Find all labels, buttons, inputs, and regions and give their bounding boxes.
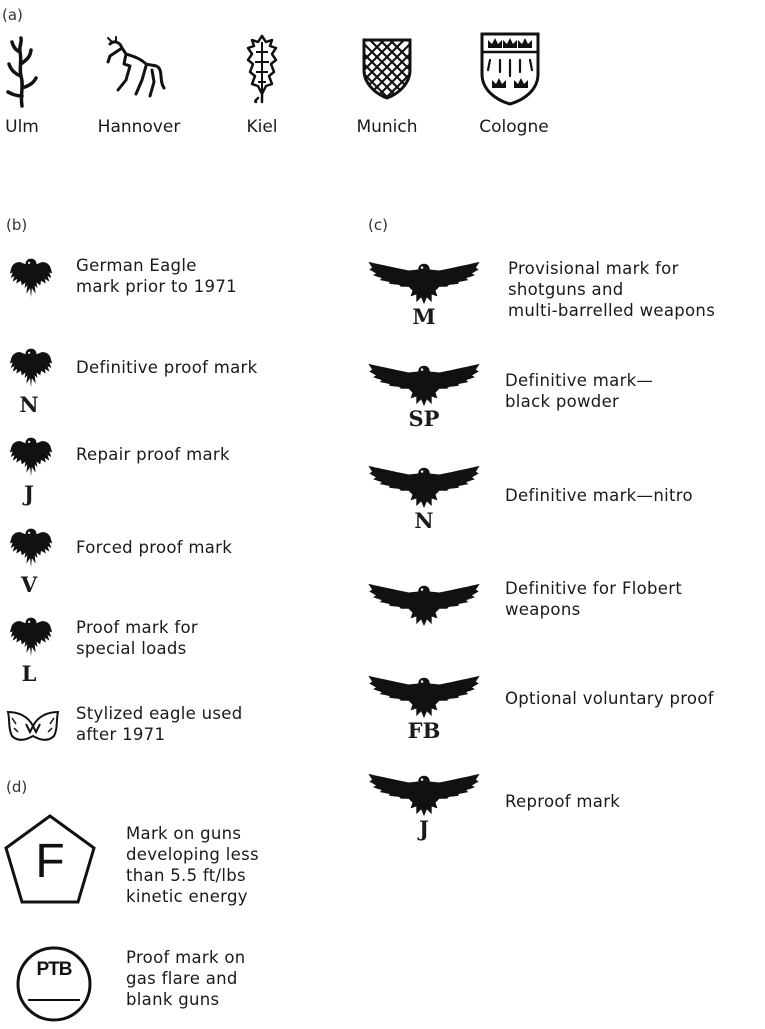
mark-description: Forced proof mark [76, 538, 233, 557]
cologne-crowns-shield-icon [478, 30, 542, 106]
spread-eagle-icon [366, 770, 482, 818]
german-eagle-icon [8, 255, 54, 301]
city-name-ulm: Ulm [5, 117, 39, 137]
german-eagle-icon [8, 614, 54, 660]
mark-description: Proof mark on gas flare and blank guns [126, 948, 246, 1009]
ptb-circle-icon [14, 944, 94, 1024]
munich-lozenge-shield-icon [360, 36, 414, 100]
section-a-label: (a) [2, 6, 23, 24]
spread-eagle-icon [366, 462, 482, 510]
section-d-label: (d) [6, 778, 28, 796]
proof-letter: J [24, 481, 34, 506]
german-eagle-icon [8, 345, 54, 391]
mark-description: Definitive mark— black powder [505, 371, 654, 411]
proof-letter: L [21, 661, 37, 686]
mark-description: Provisional mark for shotguns and multi-barrelled weapons [508, 259, 716, 320]
proof-letter: M [412, 304, 436, 329]
german-eagle-icon [8, 434, 54, 480]
spread-eagle-icon [366, 258, 482, 306]
mark-description: Reproof mark [505, 792, 621, 811]
kiel-nettle-icon [244, 32, 280, 104]
mark-description: Optional voluntary proof [505, 689, 714, 708]
proof-letter: FB [407, 718, 441, 743]
spread-eagle-icon [366, 580, 482, 628]
proof-letter: N [414, 508, 434, 533]
german-eagle-icon [8, 525, 54, 571]
city-name-kiel: Kiel [246, 117, 278, 137]
mark-description: German Eagle mark prior to 1971 [76, 256, 237, 296]
proof-letter: V [20, 572, 38, 597]
mark-description: Stylized eagle used after 1971 [76, 704, 243, 744]
proof-letter: N [19, 392, 39, 417]
section-b-label: (b) [6, 216, 28, 234]
section-c-label: (c) [368, 216, 388, 234]
pentagon-f-icon [2, 812, 98, 908]
spread-eagle-icon [366, 360, 482, 408]
spread-eagle-icon [366, 672, 482, 720]
pentagon-mark-text: F [35, 835, 65, 888]
mark-description: Definitive proof mark [76, 358, 258, 377]
city-name-cologne: Cologne [479, 117, 549, 137]
mark-description: Mark on guns developing less than 5.5 ft/lbs kinetic energy [126, 824, 259, 906]
mark-description: Repair proof mark [76, 445, 230, 464]
ulm-antler-icon [2, 36, 42, 108]
city-name-munich: Munich [356, 117, 418, 137]
proof-letter: SP [408, 406, 440, 431]
mark-description: Proof mark for special loads [76, 618, 198, 658]
hannover-horse-icon [102, 36, 168, 102]
mark-description: Definitive for Flobert weapons [505, 579, 683, 619]
city-name-hannover: Hannover [97, 117, 181, 137]
ptb-mark-text: PTB [36, 959, 72, 980]
stylized-eagle-icon [4, 706, 62, 746]
mark-description: Definitive mark—nitro [505, 486, 693, 505]
proof-letter: J [419, 816, 429, 841]
